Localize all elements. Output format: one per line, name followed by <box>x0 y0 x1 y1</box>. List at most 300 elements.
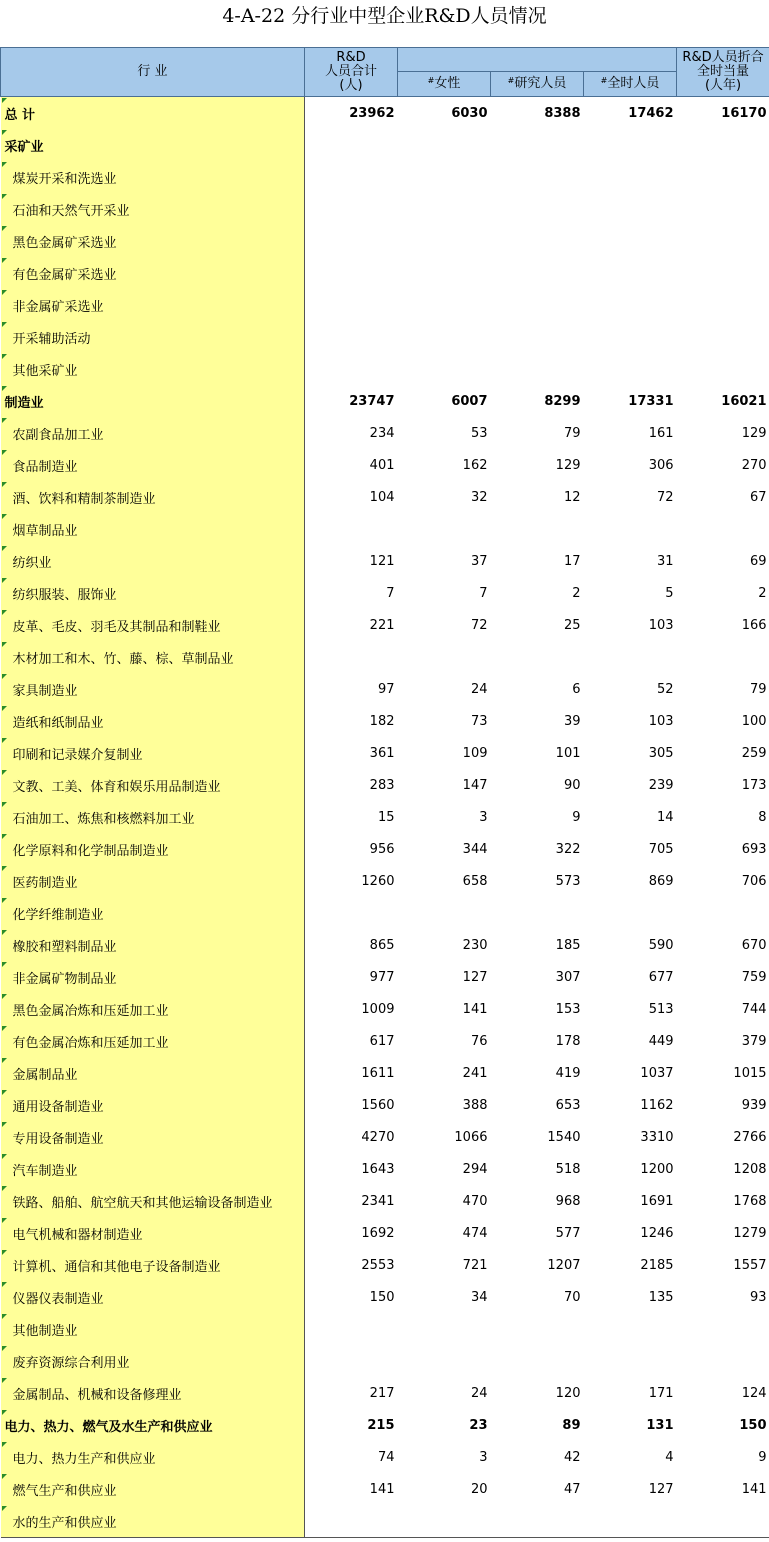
cell-research <box>491 641 584 673</box>
cell-research: 1540 <box>547 1129 581 1145</box>
row-industry-name: 废弃资源综合利用业 <box>1 1345 305 1377</box>
cell-fulltime <box>584 289 677 321</box>
cell-fulltime: 31 <box>656 553 674 569</box>
cell-total <box>305 225 398 257</box>
cell-fulltime: 677 <box>648 969 674 985</box>
cell-total: 956 <box>369 841 395 857</box>
cell-research: 90 <box>563 777 581 793</box>
table-row <box>1 481 769 513</box>
cell-female: 474 <box>462 1225 488 1241</box>
cell-female <box>398 161 491 193</box>
cell-research <box>491 161 584 193</box>
cell-research: 101 <box>555 745 581 761</box>
cell-fulltime <box>584 193 677 225</box>
cell-total <box>305 1313 398 1345</box>
cell-fte: 2 <box>758 585 767 601</box>
cell-fulltime: 17331 <box>628 393 674 409</box>
cell-fte: 1279 <box>733 1225 767 1241</box>
table-row <box>1 449 769 481</box>
cell-research: 89 <box>562 1417 581 1433</box>
row-industry-name: 计算机、通信和其他电子设备制造业 <box>1 1249 305 1281</box>
cell-research: 968 <box>555 1193 581 1209</box>
row-industry-name: 文教、工美、体育和娱乐用品制造业 <box>1 769 305 801</box>
row-industry-name: 煤炭开采和洗选业 <box>1 161 305 193</box>
cell-fte: 759 <box>741 969 767 985</box>
cell-fulltime: 1200 <box>640 1161 674 1177</box>
cell-female: 127 <box>462 969 488 985</box>
cell-female: 6007 <box>451 393 488 409</box>
cell-total: 215 <box>367 1417 395 1433</box>
cell-female: 73 <box>470 713 488 729</box>
cell-research: 12 <box>563 489 581 505</box>
table-row <box>1 97 769 130</box>
cell-fte: 1208 <box>733 1161 767 1177</box>
cell-female <box>398 1313 491 1345</box>
cell-research: 307 <box>555 969 581 985</box>
row-industry-name: 金属制品、机械和设备修理业 <box>1 1377 305 1409</box>
cell-fulltime: 305 <box>648 745 674 761</box>
cell-fte <box>677 641 769 673</box>
row-industry-name: 印刷和记录媒介复制业 <box>1 737 305 769</box>
cell-fulltime: 5 <box>665 585 674 601</box>
cell-total <box>305 161 398 193</box>
cell-fulltime: 103 <box>648 617 674 633</box>
header-fulltime <box>584 72 677 97</box>
cell-research: 577 <box>555 1225 581 1241</box>
cell-total: 1611 <box>361 1065 395 1081</box>
cell-fulltime: 171 <box>648 1385 674 1401</box>
row-industry-name: 专用设备制造业 <box>1 1121 305 1153</box>
table-row <box>1 1025 769 1057</box>
table-row <box>1 1089 769 1121</box>
cell-female: 3 <box>479 1449 488 1465</box>
cell-female <box>398 225 491 257</box>
cell-research <box>491 193 584 225</box>
header-research-mark: # <box>507 76 515 85</box>
cell-fte: 16021 <box>721 393 767 409</box>
cell-fte: 129 <box>741 425 767 441</box>
table-row <box>1 1281 769 1313</box>
cell-fulltime: 705 <box>648 841 674 857</box>
cell-research <box>491 1345 584 1377</box>
cell-research <box>491 1505 584 1538</box>
cell-fulltime: 52 <box>656 681 674 697</box>
row-industry-name: 金属制品业 <box>1 1057 305 1089</box>
cell-female: 24 <box>470 1385 488 1401</box>
table-row <box>1 161 769 193</box>
cell-fte: 124 <box>741 1385 767 1401</box>
table-row <box>1 129 769 161</box>
cell-fte: 1557 <box>733 1257 767 1273</box>
cell-fte <box>677 897 769 929</box>
row-industry-name: 通用设备制造业 <box>1 1089 305 1121</box>
cell-total: 401 <box>369 457 395 473</box>
cell-fulltime <box>584 513 677 545</box>
row-industry-name: 有色金属矿采选业 <box>1 257 305 289</box>
cell-total: 1643 <box>361 1161 395 1177</box>
cell-research: 2 <box>572 585 581 601</box>
header-industry <box>1 48 305 97</box>
cell-female: 241 <box>462 1065 488 1081</box>
cell-fte: 16170 <box>721 105 767 121</box>
table-row <box>1 545 769 577</box>
table-row <box>1 993 769 1025</box>
cell-fte: 93 <box>749 1289 767 1305</box>
cell-total: 7 <box>386 585 395 601</box>
table-row <box>1 833 769 865</box>
cell-female: 230 <box>462 937 488 953</box>
row-industry-name: 电力、热力、燃气及水生产和供应业 <box>1 1409 305 1441</box>
table-row <box>1 673 769 705</box>
table-row <box>1 289 769 321</box>
table-row <box>1 1313 769 1345</box>
cell-female: 7 <box>479 585 488 601</box>
cell-female: 388 <box>462 1097 488 1113</box>
header-female-mark: # <box>427 76 435 85</box>
cell-research <box>491 129 584 161</box>
cell-total: 121 <box>369 553 395 569</box>
header-fte-line1: R&D人员折合 <box>682 50 764 65</box>
row-industry-name: 化学原料和化学制品制造业 <box>1 833 305 865</box>
cell-total <box>305 193 398 225</box>
header-fte-line3: (人年) <box>704 78 742 93</box>
cell-female <box>398 353 491 385</box>
cell-female: 470 <box>462 1193 488 1209</box>
row-industry-name: 其他制造业 <box>1 1313 305 1345</box>
cell-fulltime: 17462 <box>628 105 674 121</box>
cell-fte: 8 <box>758 809 767 825</box>
cell-female <box>398 513 491 545</box>
cell-research: 185 <box>555 937 581 953</box>
header-total-line3: (人) <box>339 78 363 93</box>
cell-total <box>305 289 398 321</box>
cell-fulltime: 135 <box>648 1289 674 1305</box>
table-row <box>1 1153 769 1185</box>
table-row <box>1 1505 769 1538</box>
table-row <box>1 769 769 801</box>
cell-research: 8299 <box>544 393 581 409</box>
row-industry-name: 燃气生产和供应业 <box>1 1473 305 1505</box>
cell-research: 153 <box>555 1001 581 1017</box>
cell-research: 178 <box>555 1033 581 1049</box>
cell-total <box>305 321 398 353</box>
row-industry-name: 电力、热力生产和供应业 <box>1 1441 305 1473</box>
cell-research: 419 <box>555 1065 581 1081</box>
cell-fulltime <box>584 161 677 193</box>
cell-research: 573 <box>555 873 581 889</box>
cell-female <box>398 641 491 673</box>
cell-fulltime: 306 <box>648 457 674 473</box>
table-row <box>1 417 769 449</box>
cell-research: 70 <box>563 1289 581 1305</box>
row-industry-name: 皮革、毛皮、羽毛及其制品和制鞋业 <box>1 609 305 641</box>
cell-fulltime: 590 <box>648 937 674 953</box>
cell-fulltime <box>584 1345 677 1377</box>
table-row <box>1 1441 769 1473</box>
header-fulltime-label: 全时人员 <box>607 76 660 91</box>
cell-fte <box>677 193 769 225</box>
cell-fulltime: 14 <box>656 809 674 825</box>
cell-female: 1066 <box>454 1129 488 1145</box>
table-row <box>1 1345 769 1377</box>
row-industry-name: 石油加工、炼焦和核燃料加工业 <box>1 801 305 833</box>
cell-female: 162 <box>462 457 488 473</box>
cell-fulltime: 1691 <box>640 1193 674 1209</box>
cell-female <box>398 1505 491 1538</box>
row-industry-name: 化学纤维制造业 <box>1 897 305 929</box>
cell-fte: 9 <box>758 1449 767 1465</box>
row-industry-name: 木材加工和木、竹、藤、棕、草制品业 <box>1 641 305 673</box>
cell-total: 1260 <box>361 873 395 889</box>
table-row <box>1 1217 769 1249</box>
cell-fulltime: 72 <box>656 489 674 505</box>
header-total-line2: 人员合计 <box>324 64 377 79</box>
cell-fte <box>677 161 769 193</box>
cell-research: 9 <box>572 809 581 825</box>
cell-research: 518 <box>555 1161 581 1177</box>
row-industry-name: 电气机械和器材制造业 <box>1 1217 305 1249</box>
cell-fte <box>677 1313 769 1345</box>
cell-fte: 1015 <box>733 1065 767 1081</box>
row-industry-name: 造纸和纸制品业 <box>1 705 305 737</box>
cell-total: 865 <box>369 937 395 953</box>
page-title: 4-A-22 分行业中型企业R&D人员情况 <box>222 5 547 27</box>
cell-fulltime <box>584 897 677 929</box>
cell-total <box>305 513 398 545</box>
table-row <box>1 1377 769 1409</box>
table-row <box>1 961 769 993</box>
cell-fulltime <box>584 1313 677 1345</box>
row-industry-name: 医药制造业 <box>1 865 305 897</box>
cell-female: 76 <box>470 1033 488 1049</box>
cell-total: 23962 <box>349 105 395 121</box>
cell-total: 150 <box>369 1289 395 1305</box>
cell-fte: 100 <box>741 713 767 729</box>
cell-total: 1009 <box>361 1001 395 1017</box>
table-row <box>1 577 769 609</box>
cell-fte: 270 <box>741 457 767 473</box>
cell-total <box>305 353 398 385</box>
header-total <box>305 48 398 97</box>
cell-research <box>491 289 584 321</box>
table-row <box>1 865 769 897</box>
table-header <box>1 48 769 97</box>
cell-research <box>491 1313 584 1345</box>
cell-total: 2341 <box>361 1193 395 1209</box>
table-row <box>1 609 769 641</box>
cell-total: 361 <box>369 745 395 761</box>
cell-fte <box>677 513 769 545</box>
cell-total: 15 <box>377 809 395 825</box>
cell-fte: 706 <box>741 873 767 889</box>
cell-fulltime: 2185 <box>640 1257 674 1273</box>
cell-research: 79 <box>563 425 581 441</box>
header-research <box>491 72 584 97</box>
row-industry-name: 橡胶和塑料制品业 <box>1 929 305 961</box>
header-female <box>398 72 491 97</box>
cell-total: 234 <box>369 425 395 441</box>
cell-female: 6030 <box>451 105 488 121</box>
cell-fte: 670 <box>741 937 767 953</box>
cell-total <box>305 1505 398 1538</box>
row-industry-name: 非金属矿物制品业 <box>1 961 305 993</box>
table-row <box>1 929 769 961</box>
cell-total: 617 <box>369 1033 395 1049</box>
cell-female: 721 <box>462 1257 488 1273</box>
cell-female: 20 <box>470 1481 488 1497</box>
cell-fulltime: 869 <box>648 873 674 889</box>
cell-total <box>305 257 398 289</box>
cell-fte: 379 <box>741 1033 767 1049</box>
row-industry-name: 其他采矿业 <box>1 353 305 385</box>
cell-fte <box>677 1505 769 1538</box>
cell-research: 42 <box>563 1449 581 1465</box>
cell-research: 120 <box>555 1385 581 1401</box>
table-row <box>1 1249 769 1281</box>
header-blank <box>398 48 677 72</box>
header-fte-line2: 全时当量 <box>697 64 750 79</box>
cell-female: 294 <box>462 1161 488 1177</box>
cell-research <box>491 225 584 257</box>
cell-fte: 79 <box>749 681 767 697</box>
table-row <box>1 1057 769 1089</box>
table-row <box>1 257 769 289</box>
header-fulltime-mark: # <box>600 76 608 85</box>
table-row <box>1 641 769 673</box>
table-row <box>1 1473 769 1505</box>
cell-fte: 693 <box>741 841 767 857</box>
cell-total: 23747 <box>349 393 395 409</box>
row-industry-name: 黑色金属冶炼和压延加工业 <box>1 993 305 1025</box>
cell-fte <box>677 225 769 257</box>
cell-total: 977 <box>369 969 395 985</box>
cell-female: 53 <box>470 425 488 441</box>
cell-fte: 69 <box>749 553 767 569</box>
cell-research: 1207 <box>547 1257 581 1273</box>
row-industry-name: 有色金属冶炼和压延加工业 <box>1 1025 305 1057</box>
cell-fte: 141 <box>741 1481 767 1497</box>
cell-fulltime <box>584 641 677 673</box>
cell-fulltime <box>584 129 677 161</box>
table-row <box>1 705 769 737</box>
cell-fte: 173 <box>741 777 767 793</box>
cell-female: 72 <box>470 617 488 633</box>
table-body <box>1 97 769 1538</box>
table-row <box>1 737 769 769</box>
cell-female <box>398 289 491 321</box>
cell-research: 129 <box>555 457 581 473</box>
cell-total <box>305 641 398 673</box>
cell-female: 34 <box>470 1289 488 1305</box>
cell-total <box>305 129 398 161</box>
cell-female <box>398 129 491 161</box>
row-industry-name: 汽车制造业 <box>1 1153 305 1185</box>
cell-total: 97 <box>377 681 395 697</box>
row-industry-name: 纺织业 <box>1 545 305 577</box>
cell-research: 322 <box>555 841 581 857</box>
cell-fte <box>677 129 769 161</box>
cell-female: 109 <box>462 745 488 761</box>
cell-fulltime: 239 <box>648 777 674 793</box>
table-row <box>1 1121 769 1153</box>
cell-total: 1560 <box>361 1097 395 1113</box>
table-row <box>1 385 769 417</box>
cell-fulltime: 513 <box>648 1001 674 1017</box>
cell-total: 221 <box>369 617 395 633</box>
cell-fulltime: 127 <box>648 1481 674 1497</box>
data-table <box>0 47 769 1538</box>
cell-female: 23 <box>469 1417 488 1433</box>
table-row <box>1 513 769 545</box>
cell-female: 24 <box>470 681 488 697</box>
row-industry-name: 纺织服装、服饰业 <box>1 577 305 609</box>
cell-female: 32 <box>470 489 488 505</box>
row-industry-name: 水的生产和供应业 <box>1 1505 305 1538</box>
cell-fulltime <box>584 225 677 257</box>
cell-total: 74 <box>377 1449 395 1465</box>
header-research-label: 研究人员 <box>514 76 567 91</box>
table-row <box>1 321 769 353</box>
cell-female <box>398 1345 491 1377</box>
row-industry-name: 食品制造业 <box>1 449 305 481</box>
cell-research <box>491 321 584 353</box>
cell-fte: 166 <box>741 617 767 633</box>
cell-fte: 2766 <box>733 1129 767 1145</box>
cell-research: 17 <box>563 553 581 569</box>
row-industry-name: 非金属矿采选业 <box>1 289 305 321</box>
cell-fte <box>677 1345 769 1377</box>
table-row <box>1 193 769 225</box>
header-female-label: 女性 <box>434 76 461 91</box>
cell-total: 1692 <box>361 1225 395 1241</box>
cell-total: 104 <box>369 489 395 505</box>
cell-fte <box>677 257 769 289</box>
row-industry-name: 制造业 <box>1 385 305 417</box>
cell-total: 2553 <box>361 1257 395 1273</box>
row-industry-name: 烟草制品业 <box>1 513 305 545</box>
cell-total: 217 <box>369 1385 395 1401</box>
cell-research: 6 <box>572 681 581 697</box>
cell-female: 141 <box>462 1001 488 1017</box>
cell-fulltime <box>584 1505 677 1538</box>
header-fte <box>677 48 769 97</box>
cell-fulltime: 161 <box>648 425 674 441</box>
row-industry-name: 黑色金属矿采选业 <box>1 225 305 257</box>
cell-female: 344 <box>462 841 488 857</box>
cell-fulltime <box>584 321 677 353</box>
header-industry-label: 行 业 <box>137 64 168 79</box>
cell-fulltime: 449 <box>648 1033 674 1049</box>
cell-total: 4270 <box>361 1129 395 1145</box>
cell-total: 141 <box>369 1481 395 1497</box>
cell-total <box>305 1345 398 1377</box>
cell-research: 8388 <box>544 105 581 121</box>
table-row <box>1 897 769 929</box>
cell-fulltime <box>584 257 677 289</box>
row-industry-name: 家具制造业 <box>1 673 305 705</box>
cell-total: 182 <box>369 713 395 729</box>
cell-female <box>398 321 491 353</box>
row-industry-name: 仪器仪表制造业 <box>1 1281 305 1313</box>
cell-total: 283 <box>369 777 395 793</box>
row-industry-name: 石油和天然气开采业 <box>1 193 305 225</box>
cell-research <box>491 513 584 545</box>
cell-fulltime <box>584 353 677 385</box>
cell-research <box>491 257 584 289</box>
cell-female <box>398 897 491 929</box>
row-industry-name: 开采辅助活动 <box>1 321 305 353</box>
cell-fte <box>677 353 769 385</box>
